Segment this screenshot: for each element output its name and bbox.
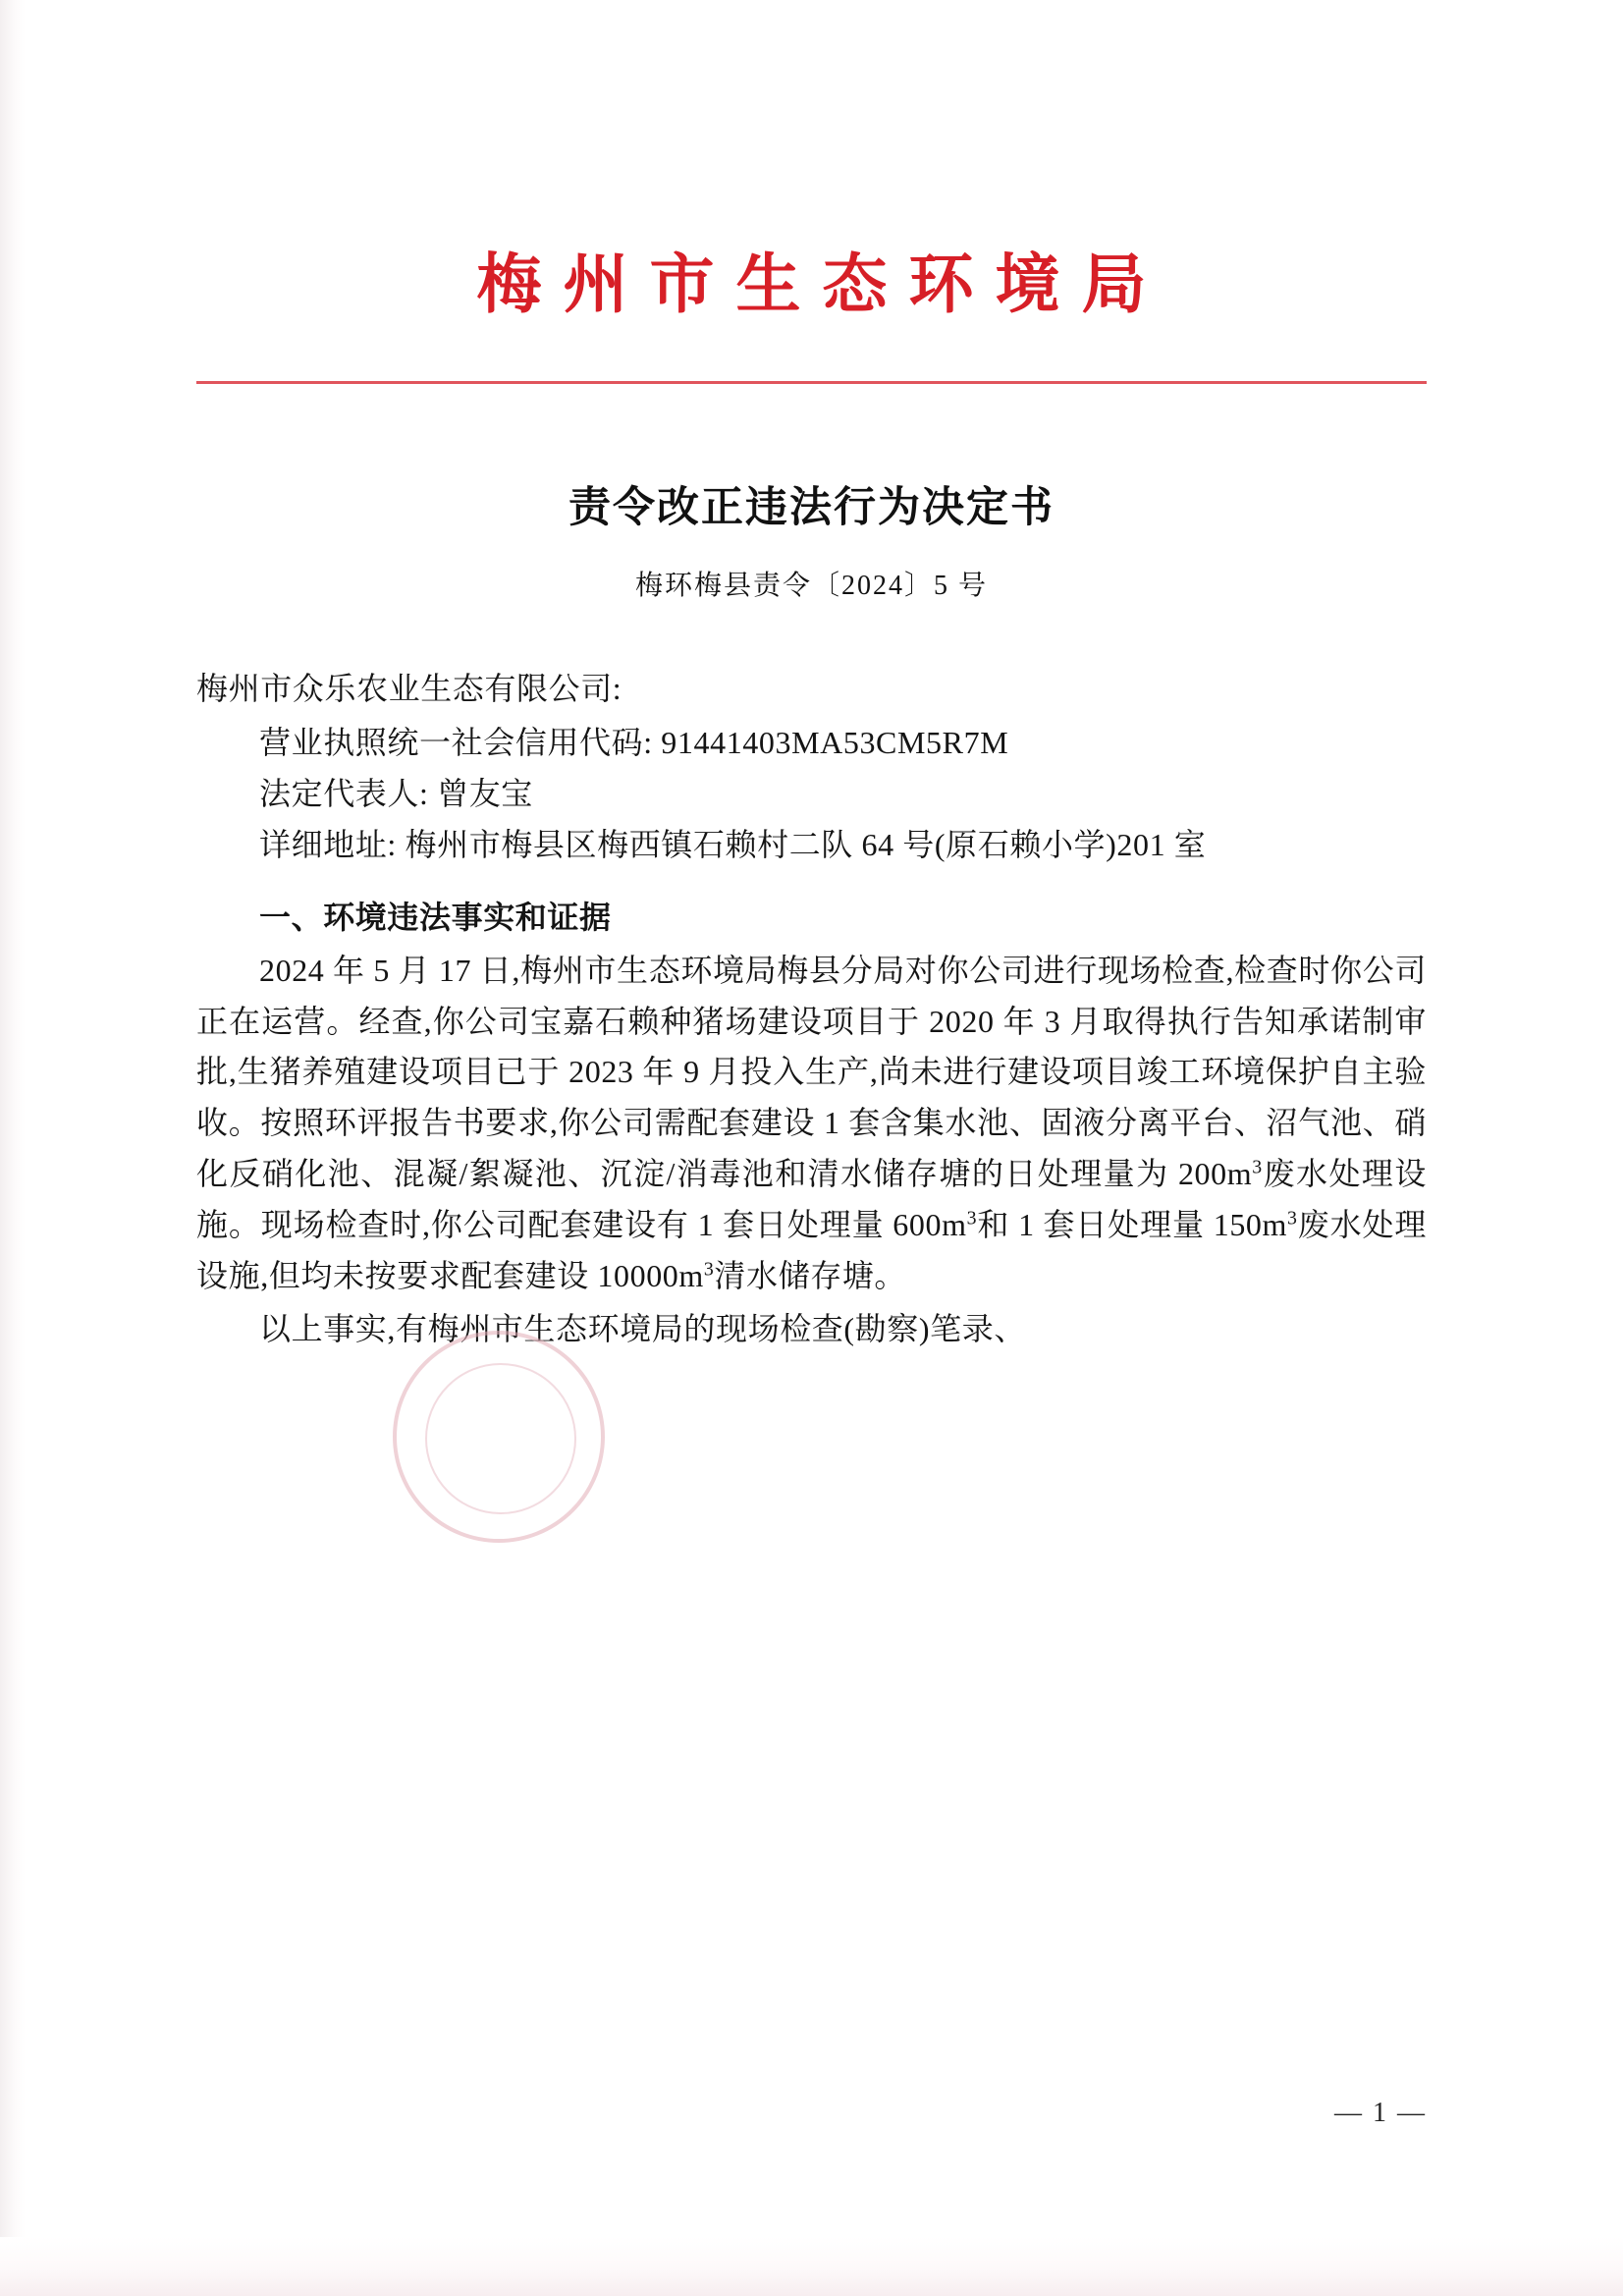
paragraph-facts-part-e: 清水储存塘。 xyxy=(714,1257,907,1293)
paragraph-facts-part-d: 废水处理设施,但均未按要求配套建设 10000m xyxy=(196,1206,1427,1293)
letterhead xyxy=(196,0,1427,384)
cubic-meter-superscript-2: 3 xyxy=(966,1207,978,1230)
paragraph-facts-part-a: 2024 年 5 月 17 日,梅州市生态环境局梅县分局对你公司进行现场检查,检查时你公司正在运营。经查,你公司宝嘉石赖种猪场建设项目于 2020 年 3 月取得执行告知承诺制审批,生猪养殖建设项目已于 2023 年 9 月投入生产,尚未进行建设项目竣工环境保护自主验收。按照环评报告书要求,你公司需配套建设 1 套含集水池、固液分离平台、沼气池、硝化反硝化池、混凝/絮凝池、沉淀/消毒池和清水储存塘的日处理量为 200m xyxy=(196,952,1427,1192)
legal-representative-line: 法定代表人: 曾友宝 xyxy=(259,776,533,812)
paragraph-facts-part-b: 废水处理设施。现场检查时,你公司配套建设有 1 套日处理量 600m xyxy=(196,1156,1427,1242)
page-number: — 1 — xyxy=(1334,2098,1427,2128)
paragraph-facts-part-c: 和 1 套日处理量 150m xyxy=(977,1206,1288,1242)
section-heading-one: 一、环境违法事实和证据 xyxy=(259,899,612,935)
issuing-authority-title: 梅州市生态环境局 xyxy=(476,249,1168,321)
cubic-meter-superscript-1: 3 xyxy=(1252,1156,1263,1178)
page-title: 责令改正违法行为决定书 xyxy=(568,484,1055,531)
paragraph-facts-and-evidence xyxy=(196,946,1427,1302)
address-line: 详细地址: 梅州市梅县区梅西镇石赖村二队 64 号(原石赖小学)201 室 xyxy=(259,827,1207,863)
document-body xyxy=(196,664,1427,1355)
letterhead-divider xyxy=(196,381,1427,384)
cubic-meter-superscript-3: 3 xyxy=(1287,1207,1298,1230)
addressee-line: 梅州市众乐农业生态有限公司: xyxy=(196,670,622,706)
document-number: 梅环梅县责令〔2024〕5 号 xyxy=(634,570,988,601)
license-code-line: 营业执照统一社会信用代码: 91441403MA53CM5R7M xyxy=(259,725,1009,761)
scan-edge-bottom xyxy=(0,2237,1623,2296)
paragraph-evidence-continuation: 以上事实,有梅州市生态环境局的现场检查(勘察)笔录、 xyxy=(259,1310,1026,1346)
cubic-meter-superscript-4: 3 xyxy=(703,1258,715,1281)
official-seal-stamp xyxy=(393,1331,605,1543)
